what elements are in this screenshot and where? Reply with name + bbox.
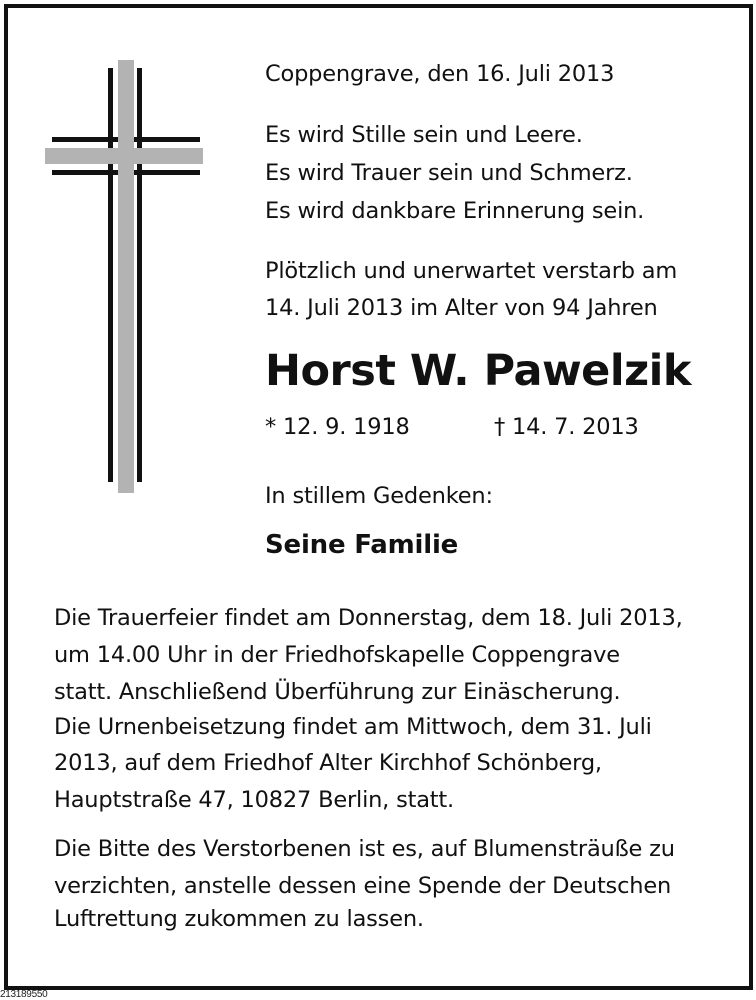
reference-number: 213189550: [0, 989, 48, 1000]
poem-line: Es wird dankbare Erinnerung sein.: [265, 198, 645, 224]
service-text-line: Die Urnenbeisetzung findet am Mittwoch, dem 31. Juli: [54, 714, 652, 740]
mourners: Seine Familie: [265, 530, 459, 560]
service-text-line: um 14.00 Uhr in der Friedhofskapelle Coppengrave: [54, 642, 620, 668]
donation-text-line: Die Bitte des Verstorbenen ist es, auf Blumensträuße zu: [54, 836, 675, 862]
donation-text-line: verzichten, anstelle dessen eine Spende der Deutschen: [54, 873, 672, 899]
poem-line: Es wird Stille sein und Leere.: [265, 122, 583, 148]
service-text-line: statt. Anschließend Überführung zur Einäscherung.: [54, 679, 621, 705]
donation-text-line: Luftrettung zukommen zu lassen.: [54, 906, 424, 932]
death-date: † 14. 7. 2013: [494, 414, 639, 440]
service-text-line: 2013, auf dem Friedhof Alter Kirchhof Schönberg,: [54, 750, 602, 776]
poem-line: Es wird Trauer sein und Schmerz.: [265, 160, 633, 186]
birth-date: * 12. 9. 1918: [265, 414, 410, 440]
service-text-line: Die Trauerfeier findet am Donnerstag, dem 18. Juli 2013,: [54, 605, 683, 631]
death-text-line: 14. Juli 2013 im Alter von 94 Jahren: [265, 295, 658, 321]
service-text-line: Hauptstraße 47, 10827 Berlin, statt.: [54, 787, 455, 813]
remembrance-line: In stillem Gedenken:: [265, 483, 493, 509]
death-text-line: Plötzlich und unerwartet verstarb am: [265, 258, 678, 284]
deceased-name: Horst W. Pawelzik: [265, 346, 691, 396]
place-date: Coppengrave, den 16. Juli 2013: [265, 61, 615, 87]
